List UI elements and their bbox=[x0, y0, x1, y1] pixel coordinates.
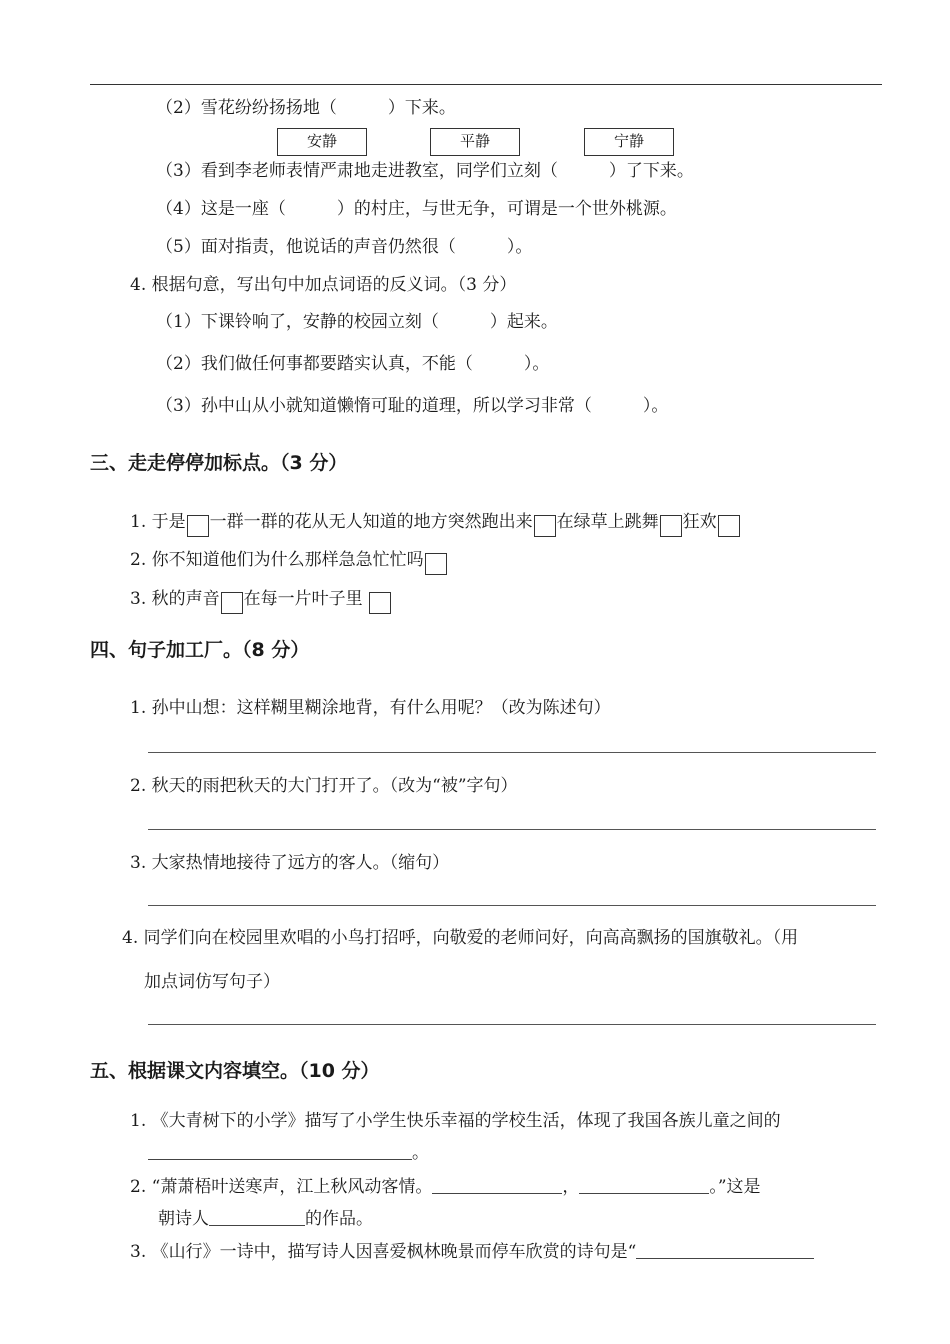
answer-line[interactable] bbox=[148, 829, 876, 830]
fill-text: 2. “萧萧梧叶送寒声，江上秋风动客情。 bbox=[130, 1177, 433, 1197]
fill-text: 朝诗人 bbox=[158, 1209, 209, 1229]
section-heading-3: 三、走走停停加标点。（3 分） bbox=[90, 452, 348, 474]
q3-item-2: （2）雪花纷纷扬扬地（ ）下来。 bbox=[156, 98, 456, 118]
fill-item-2-cont bbox=[158, 1207, 373, 1231]
punct-text: 在每一片叶子里 bbox=[243, 589, 369, 609]
sentence-item-1: 1. 孙中山想：这样糊里糊涂地背，有什么用呢？（改为陈述句） bbox=[130, 698, 611, 718]
q3-item-5: （5）面对指责，他说话的声音仍然很（ ）。 bbox=[156, 237, 533, 257]
punct-text: 狂欢 bbox=[682, 512, 717, 532]
punctuation-box[interactable] bbox=[534, 515, 556, 537]
fill-item-3 bbox=[130, 1240, 814, 1264]
punctuation-box[interactable] bbox=[221, 592, 243, 614]
section-heading-5: 五、根据课文内容填空。（10 分） bbox=[90, 1060, 380, 1082]
punct-item-3 bbox=[130, 587, 392, 614]
punctuation-box[interactable] bbox=[425, 553, 447, 575]
fill-text: 的作品。 bbox=[305, 1209, 373, 1229]
punct-item-1 bbox=[130, 510, 741, 537]
q4-title: 4. 根据句意，写出句中加点词语的反义词。（3 分） bbox=[130, 275, 517, 295]
punct-text: 在绿草上跳舞 bbox=[556, 512, 659, 532]
punct-text: 3. 秋的声音 bbox=[130, 589, 220, 609]
fill-blank[interactable] bbox=[432, 1177, 562, 1194]
word-choice-box: 平静 bbox=[430, 128, 520, 156]
q4-item-3: （3）孙中山从小就知道懒惰可耻的道理，所以学习非常（ ）。 bbox=[156, 396, 669, 416]
fill-blank[interactable] bbox=[579, 1177, 709, 1194]
answer-line[interactable] bbox=[148, 905, 876, 906]
fill-text: 。 bbox=[412, 1143, 429, 1163]
punctuation-box[interactable] bbox=[187, 515, 209, 537]
fill-item-1-cont bbox=[148, 1141, 429, 1165]
sentence-item-3: 3. 大家热情地接待了远方的客人。（缩句） bbox=[130, 853, 450, 873]
q4-item-1: （1）下课铃响了，安静的校园立刻（ ）起来。 bbox=[156, 312, 558, 332]
fill-blank[interactable] bbox=[209, 1209, 305, 1226]
punctuation-box[interactable] bbox=[660, 515, 682, 537]
answer-line[interactable] bbox=[148, 1024, 876, 1025]
q4-item-2: （2）我们做任何事都要踏实认真，不能（ ）。 bbox=[156, 354, 550, 374]
fill-item-2 bbox=[130, 1175, 761, 1199]
punct-text: 2. 你不知道他们为什么那样急急忙忙吗 bbox=[130, 550, 424, 570]
punctuation-box[interactable] bbox=[718, 515, 740, 537]
fill-blank[interactable] bbox=[636, 1242, 814, 1259]
fill-text: 。”这是 bbox=[709, 1177, 761, 1197]
punct-item-2 bbox=[130, 548, 448, 575]
word-choice-box: 宁静 bbox=[584, 128, 674, 156]
sentence-item-4: 4. 同学们向在校园里欢唱的小鸟打招呼，向敬爱的老师问好，向高高飘扬的国旗敬礼。（用 bbox=[122, 928, 799, 948]
fill-text: 3. 《山行》一诗中，描写诗人因喜爱枫林晚景而停车欣赏的诗句是“ bbox=[130, 1242, 637, 1262]
fill-blank[interactable] bbox=[148, 1143, 412, 1160]
fill-item-1: 1. 《大青树下的小学》描写了小学生快乐幸福的学校生活，体现了我国各族儿童之间的 bbox=[130, 1111, 781, 1131]
section-heading-4: 四、句子加工厂。（8 分） bbox=[90, 639, 310, 661]
fill-text: ， bbox=[562, 1177, 580, 1197]
punctuation-box[interactable] bbox=[369, 592, 391, 614]
q3-item-4: （4）这是一座（ ）的村庄，与世无争，可谓是一个世外桃源。 bbox=[156, 199, 677, 219]
word-choice-box: 安静 bbox=[277, 128, 367, 156]
sentence-item-4-cont: 加点词仿写句子） bbox=[144, 972, 280, 992]
top-rule bbox=[90, 84, 882, 85]
punct-text: 一群一群的花从无人知道的地方突然跑出来 bbox=[209, 512, 533, 532]
sentence-item-2: 2. 秋天的雨把秋天的大门打开了。（改为“被”字句） bbox=[130, 776, 518, 796]
q3-item-3: （3）看到李老师表情严肃地走进教室，同学们立刻（ ）了下来。 bbox=[156, 161, 694, 181]
answer-line[interactable] bbox=[148, 752, 876, 753]
punct-text: 1. 于是 bbox=[130, 512, 186, 532]
